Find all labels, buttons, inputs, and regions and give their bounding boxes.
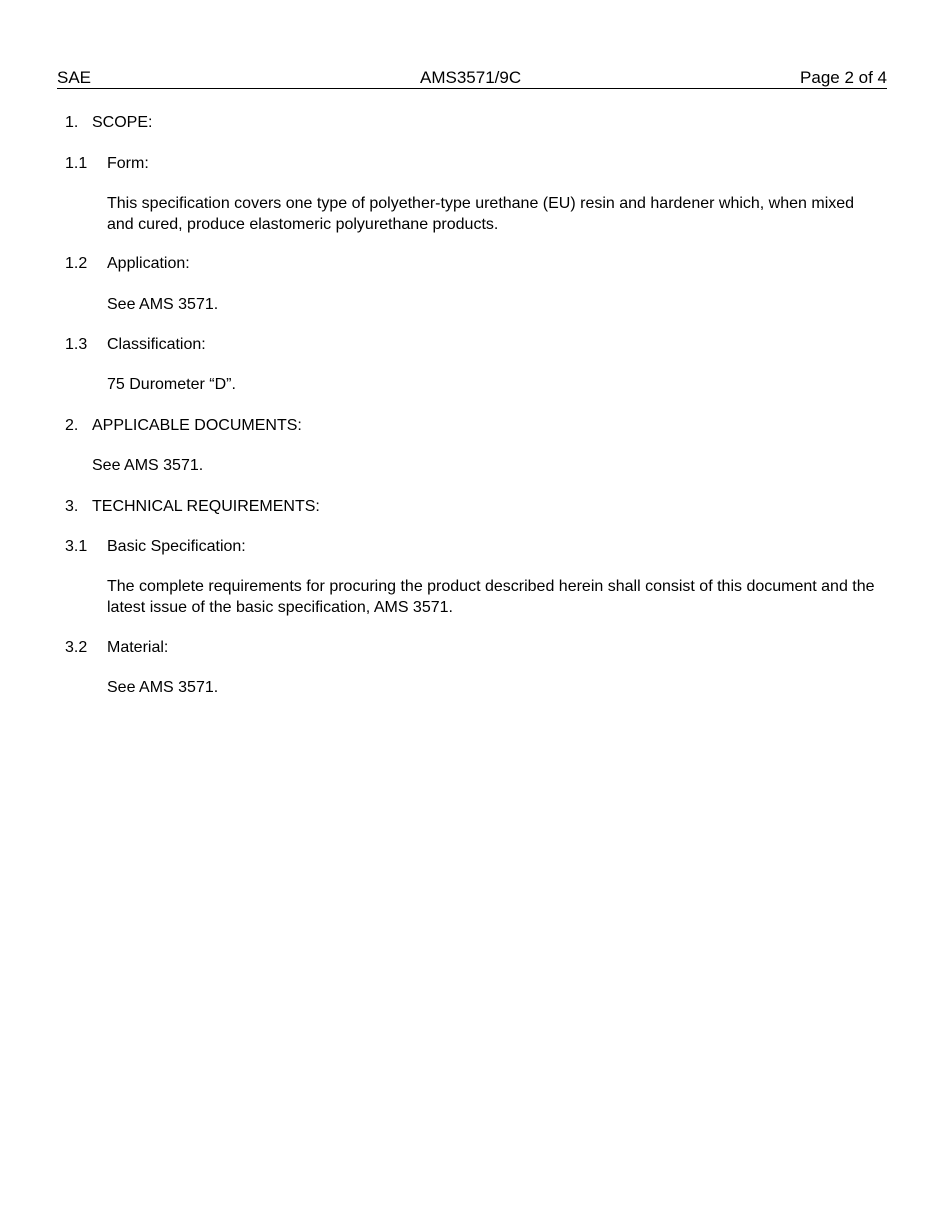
- section-title: TECHNICAL REQUIREMENTS:: [92, 498, 320, 515]
- header-organization: SAE: [57, 68, 92, 87]
- section-number: 3.: [65, 498, 79, 515]
- header-document-number: AMS3571/9C: [420, 68, 522, 87]
- section-body-1-2: See AMS 3571.: [107, 296, 219, 313]
- section-title: Application:: [107, 255, 190, 272]
- section-heading-1-3: [65, 335, 465, 355]
- section-title: Classification:: [107, 336, 206, 353]
- header-page-number: Page 2 of 4: [800, 68, 887, 87]
- section-number: 1.2: [65, 255, 88, 272]
- section-heading-3-2: [65, 638, 465, 658]
- section-number: 3.1: [65, 538, 88, 555]
- section-heading-1-1: [65, 154, 465, 174]
- section-number: 1.1: [65, 155, 88, 172]
- section-body-1-1: This specification covers one type of polyether-type urethane (EU) resin and hardener which, when mixed and cured, produce elastomeric polyurethane products.: [107, 195, 855, 233]
- section-number: 3.2: [65, 639, 88, 656]
- page-header: [57, 68, 887, 89]
- section-title: Form:: [107, 155, 149, 172]
- section-number: 1.3: [65, 336, 88, 353]
- section-body-1-3: 75 Durometer “D”.: [107, 376, 236, 393]
- section-body-3-2: See AMS 3571.: [107, 679, 219, 696]
- section-heading-3: [65, 497, 465, 517]
- section-title: APPLICABLE DOCUMENTS:: [92, 417, 302, 434]
- section-heading-1-2: [65, 254, 465, 274]
- section-heading-1: [65, 113, 465, 133]
- section-title: Basic Specification:: [107, 538, 246, 555]
- section-heading-2: [65, 416, 465, 436]
- section-number: 1.: [65, 114, 79, 131]
- section-title: SCOPE:: [92, 114, 153, 131]
- section-title: Material:: [107, 639, 169, 656]
- section-heading-3-1: [65, 537, 465, 557]
- section-body-2: See AMS 3571.: [92, 457, 204, 474]
- section-body-3-1: The complete requirements for procuring the product described herein shall consist of this document and the latest issue of the basic specification, AMS 3571.: [107, 578, 875, 616]
- section-number: 2.: [65, 417, 79, 434]
